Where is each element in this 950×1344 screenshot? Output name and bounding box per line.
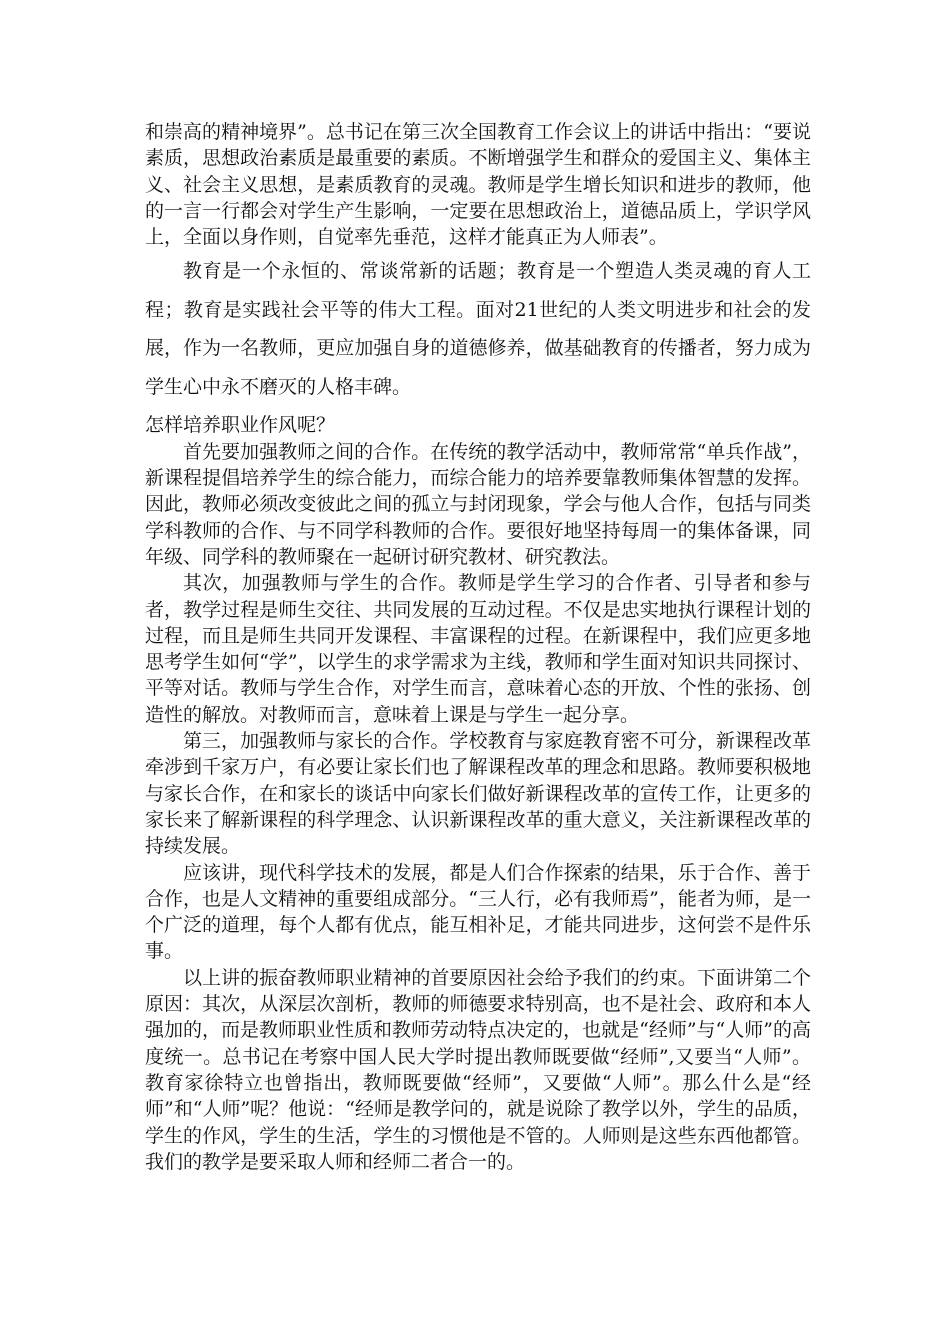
paragraph-second-reason: 以上讲的振奋教师职业精神的首要原因社会给予我们的约束。下面讲第二个原因：其次，从深层次剖析，教师的师德要求特别高，也不是社会、政府和本人强加的，而是教师职业性质和教师劳动特点决定的，也就是“经师”与“人师”的高度统一。总书记在考察中国人民大学时提出教师既要做“经师”,又要当“人师”。教育家徐特立也曾指出，教师既要做“经师”，又要做“人师”。那么什么是“经师”和“人师”呢？他说：“经师是教学问的，就是说除了教学以外，学生的品质，学生的作风，学生的生活，学生的习惯他是不管的。人师则是这些东西他都管。我们的教学是要采取人师和经师二者合一的。 bbox=[145, 966, 811, 1173]
paragraph-teacher-cooperation: 首先要加强教师之间的合作。在传统的教学活动中，教师常常“单兵作战”，新课程提倡培养学生的综合能力，而综合能力的培养要靠教师集体智慧的发挥。因此，教师必须改变彼此之间的孤立与封闭现象，学会与他人合作，包括与同类学科教师的合作、与不同学科教师的合作。要很好地坚持每周一的集体备课，同年级、同学科的教师聚在一起研讨研究教材、研究教法。 bbox=[145, 440, 811, 568]
paragraph-continuation: 和崇高的精神境界”。总书记在第三次全国教育工作会议上的讲话中指出：“要说素质，思想政治素质是最重要的素质。不断增强学生和群众的爱国主义、集体主义、社会主义思想，是素质教育的灵魂。教师是学生增长知识和进步的教师，他的一言一行都会对学生产生影响，一定要在思想政治上，道德品质上，学识学风上，全面以身作则，自觉率先垂范，这样才能真正为人师表”。 bbox=[145, 121, 811, 249]
document-page bbox=[145, 119, 811, 1175]
paragraph-student-cooperation: 其次，加强教师与学生的合作。教师是学生学习的合作者、引导者和参与者，教学过程是师生交往、共同发展的互动过程。不仅是忠实地执行课程计划的过程，而且是师生共同开发课程、丰富课程的过程。在新课程中，我们应更多地思考学生如何“学”，以学生的求学需求为主线，教师和学生面对知识共同探讨、平等对话。教师与学生合作，对学生而言，意味着心态的开放、个性的张扬、创造性的解放。对教师而言，意味着上课是与学生一起分享。 bbox=[145, 572, 811, 726]
paragraph-education: 教育是一个永恒的、常谈常新的话题；教育是一个塑造人类灵魂的育人工程；教育是实践社会平等的伟大工程。面对21世纪的人类文明进步和社会的发展，作为一名教师，更应加强自身的道德修养，做基础教育的传播者，努力成为学生心中永不磨灭的人格丰碑。 bbox=[145, 260, 811, 398]
section-question: 怎样培养职业作风呢？ bbox=[145, 414, 336, 437]
paragraph-parent-cooperation: 第三，加强教师与家长的合作。学校教育与家庭教育密不可分，新课程改革牵涉到千家万户，有必要让家长们也了解课程改革的理念和思路。教师要积极地与家长合作，在和家长的谈话中向家长们做好新课程改革的宣传工作，让更多的家长来了解新课程的科学理念、认识新课程改革的重大意义，关注新课程改革的持续发展。 bbox=[145, 730, 811, 858]
paragraph-humanistic-spirit: 应该讲，现代科学技术的发展，都是人们合作探索的结果，乐于合作、善于合作，也是人文精神的重要组成部分。“三人行，必有我师焉”，能者为师，是一个广泛的道理，每个人都有优点，能互相补足，才能共同进步，这何尝不是件乐事。 bbox=[145, 861, 811, 963]
